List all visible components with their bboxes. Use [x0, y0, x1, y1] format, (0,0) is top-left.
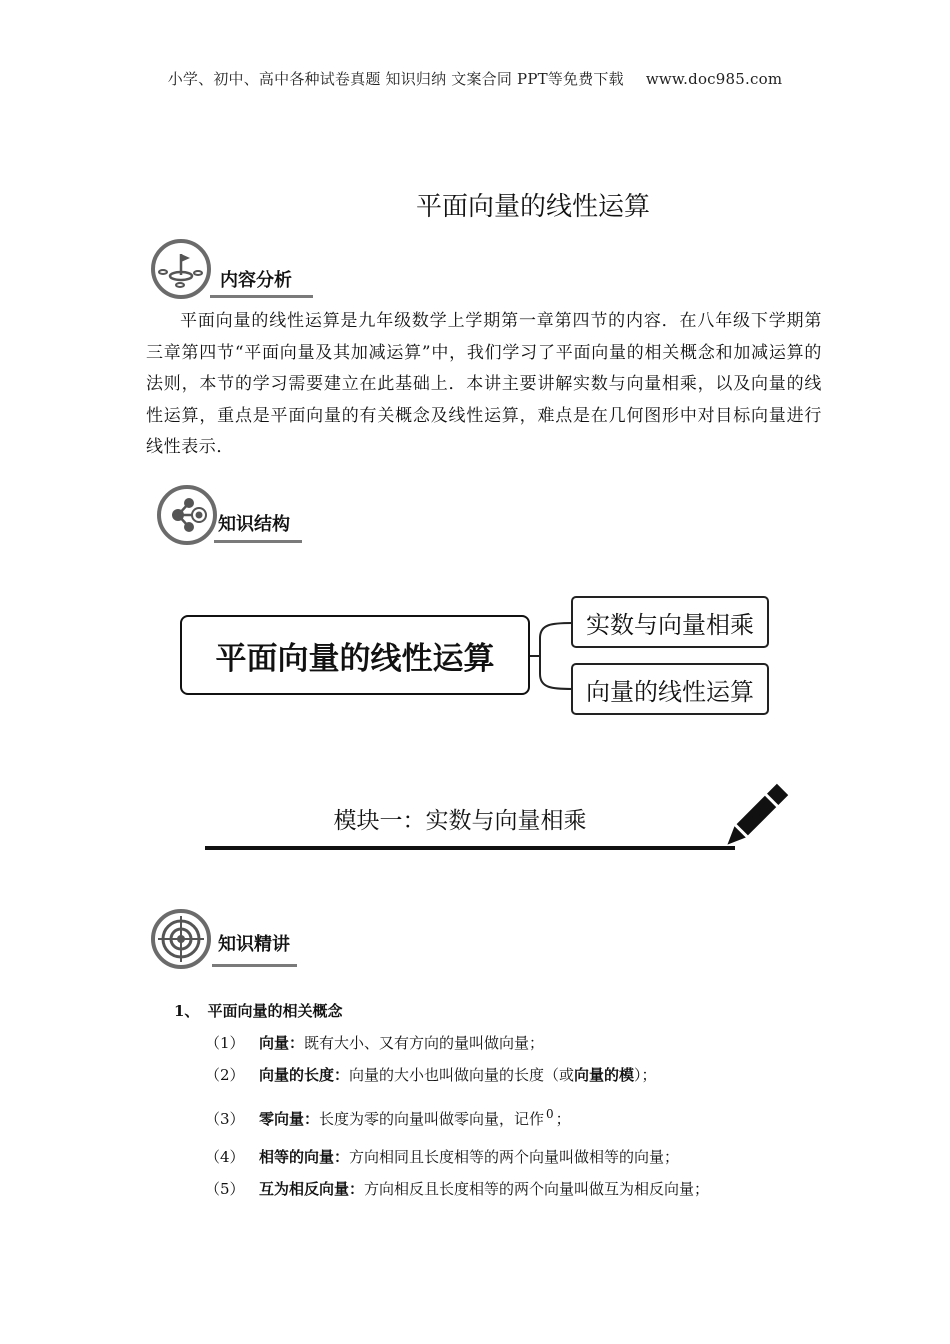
module-title: 模块一：实数与向量相乘	[333, 808, 587, 834]
lecture-heading-text: 平面向量的相关概念	[207, 1002, 343, 1020]
mind-map-root: 平面向量的线性运算	[180, 615, 530, 695]
mind-map-child-2: 向量的线性运算	[571, 663, 769, 715]
page-header	[0, 68, 950, 89]
zero-vector-symbol: 0	[546, 1107, 554, 1121]
list-item: （5） 互为相反向量：方向相反且长度相等的两个向量叫做互为相反向量；	[205, 1180, 710, 1198]
list-item: （3） 零向量：长度为零的向量叫做零向量，记作 $^0$ ；	[205, 1107, 571, 1128]
page-title: 平面向量的线性运算	[415, 192, 650, 222]
module-underline	[205, 846, 735, 850]
pencil-icon	[718, 780, 792, 854]
map-target-icon	[150, 238, 212, 300]
section-underline	[210, 295, 313, 298]
section-title-content-analysis: 内容分析	[220, 270, 292, 291]
list-item: （2） 向量的长度：向量的大小也叫做向量的长度（或向量的模）；	[205, 1066, 657, 1084]
section-underline	[212, 964, 297, 967]
list-item: （1） 向量：既有大小、又有方向的量叫做向量；	[205, 1034, 545, 1052]
header-url[interactable]: www.doc985.com	[645, 70, 783, 88]
lecture-heading-number: 1、	[174, 1002, 200, 1020]
intro-paragraph: 平面向量的线性运算是九年级数学上学期第一章第四节的内容．在八年级下学期第三章第四节“平面向量及其加减运算”中，我们学习了平面向量的相关概念和加减运算的法则，本节的学习需要建立在此基础上．本讲主要讲解实数与向量相乘，以及向量的线性运算，重点是平面向量的有关概念及线性运算，难点是在几何图形中对目标向量进行线性表示．	[146, 311, 822, 457]
mind-map-connector	[530, 620, 574, 692]
network-icon	[156, 484, 218, 546]
lecture-heading	[174, 1000, 342, 1021]
list-item: （4） 相等的向量：方向相同且长度相等的两个向量叫做相等的向量；	[205, 1148, 680, 1166]
section-underline	[214, 540, 302, 543]
section-title-knowledge-lecture: 知识精讲	[218, 934, 290, 955]
header-text: 小学、初中、高中各种试卷真题 知识归纳 文案合同 PPT等免费下载	[167, 70, 624, 88]
section-title-knowledge-structure: 知识结构	[218, 514, 290, 535]
target-icon	[150, 908, 212, 970]
mind-map-child-1: 实数与向量相乘	[571, 596, 769, 648]
